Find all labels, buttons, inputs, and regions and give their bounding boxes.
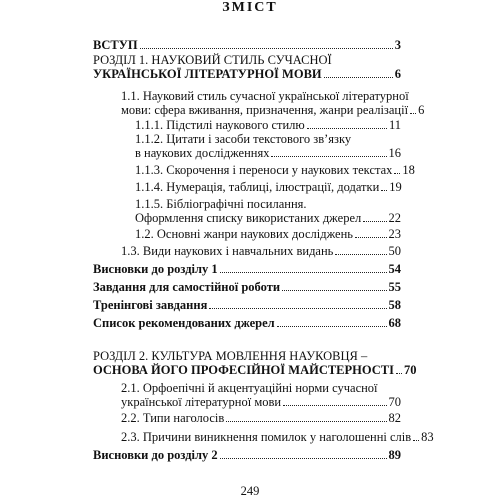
toc-page-number: 3 — [394, 38, 401, 52]
toc-entry-1-1-2[interactable] — [135, 132, 401, 160]
page-number: 249 — [240, 484, 260, 498]
toc-entry-label: Висновки до розділу 1 — [93, 262, 218, 276]
leader-dots — [410, 113, 416, 114]
toc-entry-label: Тренінгові завдання — [93, 298, 208, 312]
toc-entry-label-line1: 1.1. Науковий стиль сучасної української літературної — [121, 89, 409, 103]
toc-entry-label: УКРАЇНСЬКОЇ ЛІТЕРАТУРНОЇ МОВИ — [93, 67, 322, 81]
toc-entry-label-line1: РОЗДІЛ 2. КУЛЬТУРА МОВЛЕННЯ НАУКОВЦЯ – — [93, 349, 368, 363]
toc-entry-chapter-2[interactable] — [93, 349, 417, 377]
toc-entry-label: 1.2. Основні жанри наукових досліджень — [135, 227, 353, 241]
toc-page-number: 50 — [388, 244, 401, 258]
toc-entry-label: Список рекомендованих джерел — [93, 316, 275, 330]
toc-entry-conclusions-2[interactable] — [93, 448, 401, 462]
toc-entry-training[interactable] — [93, 298, 401, 312]
leader-dots — [209, 308, 386, 309]
toc-entry-label: 2.2. Типи наголосів — [121, 411, 225, 425]
toc-page-number: 6 — [418, 103, 425, 117]
toc-entry-2-1[interactable] — [121, 381, 401, 409]
toc-page-number: 54 — [388, 262, 401, 276]
toc-page-number: 11 — [388, 118, 401, 132]
toc-entry-2-2[interactable] — [121, 411, 401, 425]
toc-entry-label-line1: РОЗДІЛ 1. НАУКОВИЙ СТИЛЬ СУЧАСНОЇ — [93, 53, 332, 67]
toc-entry-label: мови: сфера вживання, призначення, жанри реалізації — [121, 103, 409, 117]
toc-entry-label-line1: 1.1.5. Бібліографічні посилання. — [135, 197, 307, 211]
toc-entry-label: 1.3. Види наукових і навчальних видань — [121, 244, 334, 258]
toc-entry-label: Оформлення списку використаних джерел — [135, 211, 362, 225]
leader-dots — [226, 421, 386, 422]
toc-entry-label: 1.1.1. Підстилі наукового стилю — [135, 118, 305, 132]
toc-entry-intro[interactable] — [93, 38, 401, 52]
toc-entry-chapter-1[interactable] — [93, 53, 401, 81]
toc-entry-1-1-1[interactable] — [135, 118, 401, 132]
toc-page-number: 19 — [389, 180, 402, 194]
leader-dots — [283, 405, 386, 406]
toc-entry-label: 1.1.4. Нумерація, таблиці, ілюстрації, додатки — [135, 180, 380, 194]
leader-dots — [396, 373, 402, 374]
leader-dots — [220, 458, 387, 459]
toc-entry-label: ОСНОВА ЙОГО ПРОФЕСІЙНОЇ МАЙСТЕРНОСТІ — [93, 363, 394, 377]
toc-entry-label-line1: 2.1. Орфоепічні й акцентуаційні норми сучасної — [121, 381, 378, 395]
toc-entry-1-2[interactable] — [135, 227, 401, 241]
toc-page-number: 23 — [388, 227, 401, 241]
toc-entry-label-line1: 1.1.2. Цитати і засоби текстового зв’язку — [135, 132, 352, 146]
toc-page-number: 6 — [394, 67, 401, 81]
leader-dots — [324, 77, 393, 78]
toc-entry-1-3[interactable] — [121, 244, 401, 258]
toc-entry-conclusions-1[interactable] — [93, 262, 401, 276]
leader-dots — [363, 221, 386, 222]
leader-dots — [307, 128, 387, 129]
toc-entry-label: в наукових дослідженнях — [135, 146, 270, 160]
toc-page-number: 18 — [402, 163, 415, 177]
toc-entry-label: Висновки до розділу 2 — [93, 448, 218, 462]
toc-page-number: 82 — [388, 411, 401, 425]
toc-page-number: 83 — [421, 430, 434, 444]
toc-entry-label: 2.3. Причини виникнення помилок у наголошенні слів — [121, 430, 412, 444]
toc-entry-label: 1.1.3. Скорочення і переноси у наукових текстах — [135, 163, 393, 177]
toc-entry-self-study[interactable] — [93, 280, 401, 294]
toc-page-number: 16 — [388, 146, 401, 160]
toc-entry-2-3[interactable] — [121, 430, 434, 444]
leader-dots — [413, 440, 419, 441]
leader-dots — [140, 48, 393, 49]
page-title: ЗМІСТ — [222, 0, 278, 15]
toc-page-number: 58 — [388, 298, 401, 312]
toc-entry-references[interactable] — [93, 316, 401, 330]
leader-dots — [277, 326, 387, 327]
leader-dots — [220, 272, 387, 273]
toc-entry-1-1[interactable] — [121, 89, 425, 117]
leader-dots — [271, 156, 386, 157]
toc-entry-label: української літературної мови — [121, 395, 282, 409]
leader-dots — [335, 254, 386, 255]
toc-page-number: 68 — [388, 316, 401, 330]
leader-dots — [282, 290, 386, 291]
leader-dots — [381, 190, 387, 191]
toc-entry-label: Завдання для самостійної роботи — [93, 280, 281, 294]
toc-page-number: 70 — [403, 363, 417, 377]
toc-entry-1-1-5[interactable] — [135, 197, 401, 225]
toc-entry-1-1-3[interactable] — [135, 163, 415, 177]
toc-page-number: 22 — [388, 211, 401, 225]
toc-page-number: 70 — [388, 395, 401, 409]
leader-dots — [355, 237, 387, 238]
toc-entry-label: ВСТУП — [93, 38, 138, 52]
leader-dots — [394, 173, 400, 174]
toc-page-number: 89 — [388, 448, 401, 462]
toc-entry-1-1-4[interactable] — [135, 180, 401, 194]
toc-page-number: 55 — [388, 280, 401, 294]
